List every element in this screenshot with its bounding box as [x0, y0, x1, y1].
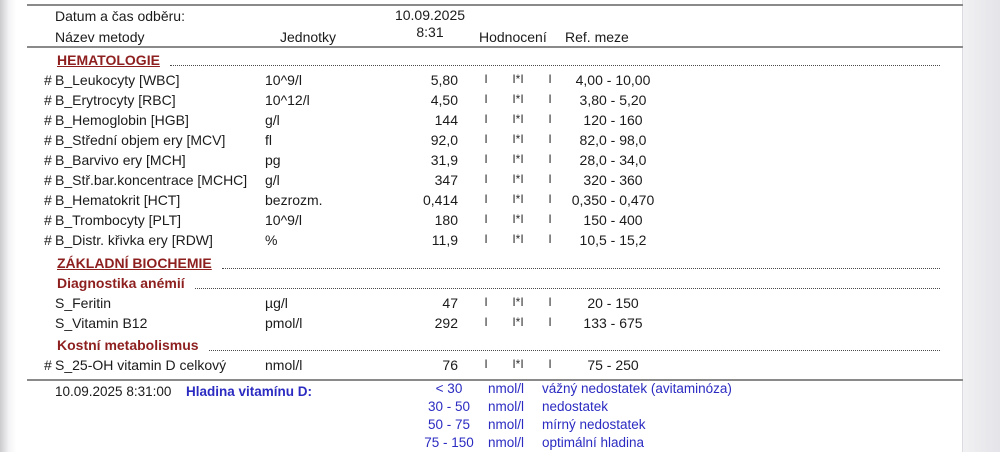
- row-hash-flag: #: [44, 152, 52, 168]
- footer-datetime: 10.09.2025 8:31:00: [55, 384, 172, 399]
- range-indicator-high-tick: I: [548, 132, 552, 146]
- dotted-rule: [209, 337, 940, 351]
- section-header: [0, 255, 963, 275]
- section: [0, 52, 963, 252]
- level-description: vážný nedostatek (avitaminóza): [542, 381, 732, 396]
- section-title: Diagnostika anémií: [57, 275, 185, 291]
- section-header: [0, 275, 963, 295]
- range-indicator-high-tick: I: [548, 92, 552, 106]
- table-row: [0, 132, 963, 152]
- analyte-name: B_Distr. křivka ery [RDW]: [55, 232, 213, 248]
- range-indicator-marker: I*I: [512, 232, 524, 246]
- range-indicator-low-tick: I: [484, 172, 488, 186]
- table-row: [0, 315, 963, 335]
- range-indicator-low-tick: I: [484, 112, 488, 126]
- analyte-value: 5,80: [430, 72, 458, 88]
- analyte-unit: g/l: [265, 112, 280, 128]
- level-unit: nmol/l: [488, 399, 525, 414]
- analyte-name: S_Feritin: [55, 295, 112, 311]
- reference-range: 150 - 400: [583, 212, 643, 228]
- range-indicator-high-tick: I: [548, 357, 552, 371]
- analyte-unit: 10^9/l: [265, 72, 302, 88]
- analyte-value: 92,0: [430, 132, 458, 148]
- analyte-name: B_Hematokrit [HCT]: [55, 192, 181, 208]
- range-indicator-high-tick: I: [548, 192, 552, 206]
- analyte-value: 144: [434, 112, 458, 128]
- analyte-name: S_Vitamin B12: [55, 315, 148, 331]
- reference-range: 120 - 160: [583, 112, 643, 128]
- row-hash-flag: #: [44, 192, 52, 208]
- level-range: 30 - 50: [427, 399, 471, 414]
- header-rule: [27, 46, 963, 48]
- range-indicator-low-tick: I: [484, 192, 488, 206]
- analyte-name: B_Střední objem ery [MCV]: [55, 132, 226, 148]
- vitamin-d-level-label: Hladina vitamínu D:: [186, 384, 313, 399]
- range-indicator-low-tick: I: [484, 72, 488, 86]
- page-edge-right: [962, 0, 1000, 452]
- table-row: [0, 232, 963, 252]
- level-unit: nmol/l: [488, 381, 525, 396]
- collection-date: 10.09.2025: [394, 7, 466, 23]
- analyte-value: 76: [442, 357, 458, 373]
- analyte-unit: µg/l: [265, 295, 288, 311]
- level-description: mírný nedostatek: [542, 417, 646, 432]
- column-header-assessment: Hodnocení: [479, 29, 547, 45]
- collection-datetime-label: Datum a čas odběru:: [55, 8, 185, 24]
- range-indicator-high-tick: I: [548, 172, 552, 186]
- analyte-unit: nmol/l: [265, 357, 303, 373]
- table-row: [0, 357, 963, 377]
- range-indicator-low-tick: I: [484, 152, 488, 166]
- column-header-method: Název metody: [55, 29, 145, 45]
- range-indicator-low-tick: I: [484, 295, 488, 309]
- results-table: [0, 52, 963, 377]
- range-indicator-low-tick: I: [484, 212, 488, 226]
- range-indicator-high-tick: I: [548, 152, 552, 166]
- range-indicator-marker: I*I: [512, 92, 524, 106]
- table-row: [0, 72, 963, 92]
- table-row: [0, 295, 963, 315]
- section-rows: [0, 295, 963, 335]
- range-indicator-marker: I*I: [512, 295, 524, 309]
- analyte-unit: 10^9/l: [265, 212, 302, 228]
- analyte-unit: g/l: [265, 172, 280, 188]
- table-row: [0, 152, 963, 172]
- analyte-unit: %: [265, 232, 278, 248]
- range-indicator-marker: I*I: [512, 172, 524, 186]
- range-indicator-low-tick: I: [484, 232, 488, 246]
- analyte-value: 47: [442, 295, 458, 311]
- analyte-value: 0,414: [422, 192, 458, 208]
- level-unit: nmol/l: [488, 417, 525, 432]
- vitamin-d-level-row: [0, 417, 963, 435]
- table-row: [0, 92, 963, 112]
- row-hash-flag: #: [44, 112, 52, 128]
- analyte-value: 31,9: [430, 152, 458, 168]
- analyte-value: 11,9: [431, 232, 458, 248]
- column-header-ref-range: Ref. meze: [565, 29, 629, 45]
- range-indicator-marker: I*I: [512, 315, 524, 329]
- row-hash-flag: #: [44, 232, 52, 248]
- column-header-units: Jednotky: [280, 29, 337, 45]
- top-rule: [27, 4, 963, 6]
- section-header: [0, 52, 963, 72]
- range-indicator-low-tick: I: [484, 132, 488, 146]
- analyte-value: 4,50: [430, 92, 458, 108]
- reference-range: 20 - 150: [587, 295, 639, 311]
- reference-range: 10,5 - 15,2: [579, 232, 647, 248]
- row-hash-flag: #: [44, 212, 52, 228]
- reference-range: 4,00 - 10,00: [575, 72, 651, 88]
- analyte-unit: pmol/l: [265, 315, 303, 331]
- dotted-rule: [195, 275, 940, 289]
- row-hash-flag: #: [44, 132, 52, 148]
- analyte-value: 292: [434, 315, 458, 331]
- vitamin-d-level-row: [0, 435, 963, 453]
- range-indicator-high-tick: I: [548, 295, 552, 309]
- section-header: [0, 337, 963, 357]
- row-hash-flag: #: [44, 92, 52, 108]
- range-indicator-high-tick: I: [548, 232, 552, 246]
- range-indicator-marker: I*I: [512, 112, 524, 126]
- dotted-rule: [170, 52, 940, 66]
- analyte-unit: pg: [265, 152, 281, 168]
- range-indicator-marker: I*I: [512, 152, 524, 166]
- section: [0, 337, 963, 377]
- table-row: [0, 192, 963, 212]
- row-hash-flag: #: [44, 172, 52, 188]
- analyte-name: B_Barvivo ery [MCH]: [55, 152, 186, 168]
- range-indicator-high-tick: I: [548, 315, 552, 329]
- level-range: < 30: [435, 381, 463, 396]
- table-row: [0, 212, 963, 232]
- dotted-rule: [222, 255, 940, 269]
- analyte-unit: 10^12/l: [265, 92, 310, 108]
- range-indicator-marker: I*I: [512, 72, 524, 86]
- level-range: 75 - 150: [424, 435, 474, 450]
- table-row: [0, 172, 963, 192]
- reference-range: 3,80 - 5,20: [579, 92, 647, 108]
- vitamin-d-level-row: [0, 381, 963, 399]
- vitamin-d-level-legend: [0, 381, 963, 453]
- row-hash-flag: #: [44, 357, 52, 373]
- section: [0, 275, 963, 335]
- analyte-name: S_25-OH vitamin D celkový: [55, 357, 227, 373]
- range-indicator-marker: I*I: [512, 192, 524, 206]
- collection-time: 8:31: [416, 24, 444, 40]
- reference-range: 75 - 250: [587, 357, 639, 373]
- range-indicator-marker: I*I: [512, 132, 524, 146]
- section-title: ZÁKLADNÍ BIOCHEMIE: [57, 255, 212, 271]
- reference-range: 0,350 - 0,470: [571, 192, 655, 208]
- analyte-value: 347: [434, 172, 458, 188]
- reference-range: 320 - 360: [583, 172, 643, 188]
- range-indicator-high-tick: I: [548, 212, 552, 226]
- row-hash-flag: #: [44, 72, 52, 88]
- level-description: optimální hladina: [542, 435, 645, 450]
- range-indicator-low-tick: I: [484, 92, 488, 106]
- reference-range: 28,0 - 34,0: [579, 152, 647, 168]
- table-row: [0, 112, 963, 132]
- range-indicator-high-tick: I: [548, 112, 552, 126]
- analyte-unit: fl: [265, 132, 272, 148]
- reference-range: 133 - 675: [583, 315, 643, 331]
- analyte-unit: bezrozm.: [265, 192, 323, 208]
- section: [0, 255, 963, 275]
- section-rows: [0, 72, 963, 252]
- range-indicator-marker: I*I: [512, 212, 524, 226]
- vitamin-d-level-row: [0, 399, 963, 417]
- analyte-name: B_Trombocyty [PLT]: [55, 212, 182, 228]
- level-range: 50 - 75: [427, 417, 471, 432]
- level-description: nedostatek: [542, 399, 609, 414]
- reference-range: 82,0 - 98,0: [579, 132, 647, 148]
- level-unit: nmol/l: [488, 435, 525, 450]
- section-title: Kostní metabolismus: [57, 337, 199, 353]
- section-rows: [0, 357, 963, 377]
- analyte-name: B_Erytrocyty [RBC]: [55, 92, 176, 108]
- analyte-name: B_Hemoglobin [HGB]: [55, 112, 189, 128]
- section-title: HEMATOLOGIE: [57, 52, 160, 68]
- analyte-name: B_Leukocyty [WBC]: [55, 72, 180, 88]
- analyte-value: 180: [434, 212, 458, 228]
- range-indicator-high-tick: I: [548, 72, 552, 86]
- range-indicator-low-tick: I: [484, 357, 488, 371]
- range-indicator-low-tick: I: [484, 315, 488, 329]
- analyte-name: B_Stř.bar.koncentrace [MCHC]: [55, 172, 248, 188]
- range-indicator-marker: I*I: [512, 357, 524, 371]
